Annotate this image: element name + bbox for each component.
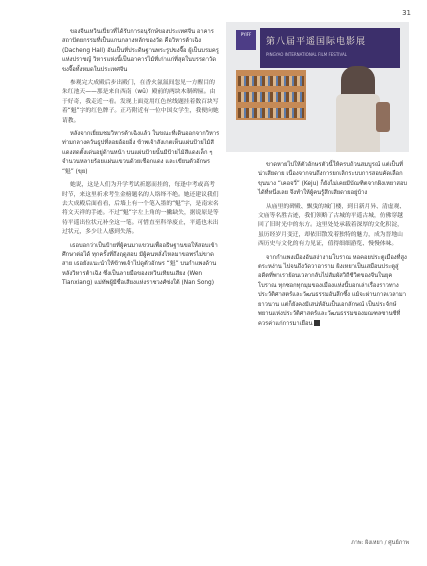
booth-sign: PYIFF: [236, 30, 256, 50]
books-row: [238, 108, 304, 118]
page-number: 31: [402, 9, 411, 17]
books-row: [238, 92, 304, 102]
paragraph: [258, 254, 408, 329]
paragraph: หลังจากเยี่ยมชมวิหารต้าเฉิงแล้ว ในขณะที่เดินออกจากวิหาร ท่ามกลางควันธูปที่ลอยอ้อยอิ่ง ข้าพเจ้าสังเกตเห็นแผ่นป้ายไม้สีแดงสดตั้งเด่นอยู่ด้านหน้า บนแผ่นป้ายนั้นมีป้ายไม้สีแดงเล็ก ๆ จำนวนหลายร้อยแผ่นแขวนด้วยเชือกแดง และเขียนตัวอักษร “魁” (ขุย): [62, 131, 220, 175]
paragraph-text: จากกำแพงเมืองอันสง่างามโบราณ หอคอยประตูเมืองที่สูงตระหง่าน ไปจนถึงวัดวาอาราม ผิงเหยาเป็นเสมือนประตูสู่อดีตที่พาเราย้อนเวลากลับไปสัมผัสวิถีชีวิตของจีนในยุคโบราณ ทุกซอกทุกมุมของเมืองแห่งนี้บอกเล่าเรื่องราวทางประวัติศาสตร์และวัฒนธรรมอันลึกซึ้ง แม้จะผ่านกาลเวลามายาวนาน แต่ก็ยังคงมีเสน่ห์อันเป็นเอกลักษณ์ เป็นประจักษ์พยานแห่งประวัติศาสตร์และวัฒนธรรมของมณฑลซานซีที่ควรค่าแก่การมาเยือน: [258, 254, 407, 327]
festival-poster: [260, 28, 400, 68]
visitor-bag: [376, 102, 390, 132]
paragraph: ขาดหายไปให้ตัวอักษรตัวนี้ให้ครบถ้วนสมบูรณ์ แต่เป็นที่น่าเสียดาย เนื่องจากจนถึงการยกเลิกระบบการสอบคัดเลือกขุนนาง “เคอจวี่” (Keju) ก็ยังไม่เคยมีบัณฑิตจากผิงเหยาสอบได้ที่หนึ่งเลย จึงทำให้ผู้คนรู้สึกเสียดายอยู่บ้าง: [258, 162, 408, 197]
end-mark-icon: [314, 320, 320, 326]
paragraph: 从庙里的碑殿、飘曳的城门楼，到日新月异、清虚观、文庙等名胜古迹，我们领略了古城的平遥古城，仿佛穿越回了旧时光中的东方。这里处处承载着深厚的文化积淀，虽历经岁月变迁，却依旧散发着独特的魅力，成为晋地山西历史与文化的有力见证，值得细细游览、慢慢体味。: [258, 203, 406, 248]
poster-title: 第八届平遥国际电影展: [266, 37, 367, 47]
poster-subtitle: PINGYAO INTERNATIONAL FILM FESTIVAL: [266, 52, 347, 57]
paragraph: 她说，这是人们为升学考试祈愿而挂的，每逢中考或高考时节，来这里祈求考生金榜题名的人络绎不绝。她还建议我们去大成殿后面看看，后墙上有一个笔入墨的“魁”字，是南宋名将文天祥的手迹。不过“魁”字左上角的一撇缺失，据说原是等待平遥出位状元补全这一笔。可惜直至科举废止，平遥也未出过状元，多少让人感到失落。: [62, 182, 219, 236]
article-column-left: [62, 28, 220, 293]
paragraph: ของจีนเหวินเปี่ยวที่ได้รับการอนุรักษ์ของประเทศจีน อาคารสถาปัตยกรรมที่เป็นแกนกลางหลักของวัด คือวิหารต้าเฉิง (Dacheng Hall) อันเป็นที่ประดิษฐานพระรูปขงจื๊อ ผู้เป็นบรมครูแห่งปราชญ์ วิหารแห่งนี้เป็นอาคารไม้ที่เก่าแก่ที่สุดในบรรดาวัดขงจื๊อทั้งหมดในประเทศจีน: [62, 29, 219, 73]
visitor-shirt: [336, 94, 380, 152]
paragraph: เธอบอกว่าเป็นป้ายที่ผู้คนมาแขวนเพื่ออธิษฐานขอให้สอบเข้าศึกษาต่อได้ ทุกครั้งที่ถึงฤดูสอบ มีผู้คนหลั่งไหลมาขอพรไม่ขาดสาย เธอยังแนะนำให้ข้าพเจ้าไปดูตัวอักษร “魁” บนกำแพงด้านหลังวิหารต้าเฉิง ซึ่งเป็นลายมือของเหวินเทียนเสียง (Wen Tianxiang) แม่ทัพผู้มีชื่อเสียงแห่งราชวงศ์ซ่งใต้ (Nan Song): [62, 242, 218, 287]
article-column-right: [258, 161, 408, 333]
paragraph: 参观完大成殿后步出殿门，在香火氤氲间忽见一方醒目的朱红池天——那是来自西南（wū）殿前的两块木制碑匾。由于好奇，我走近一看。发现上面竟用红色丝线题挂着数百块写着“魁”字的红色牌子。正巧附近有一位中国女学生，我便向她请教。: [62, 80, 219, 124]
bookshelf: [236, 70, 306, 120]
photo-caption: ภาพ: ผิงเหยา / ศูนย์ภาพ: [351, 540, 409, 546]
festival-photo: [226, 22, 409, 152]
books-row: [238, 76, 304, 86]
